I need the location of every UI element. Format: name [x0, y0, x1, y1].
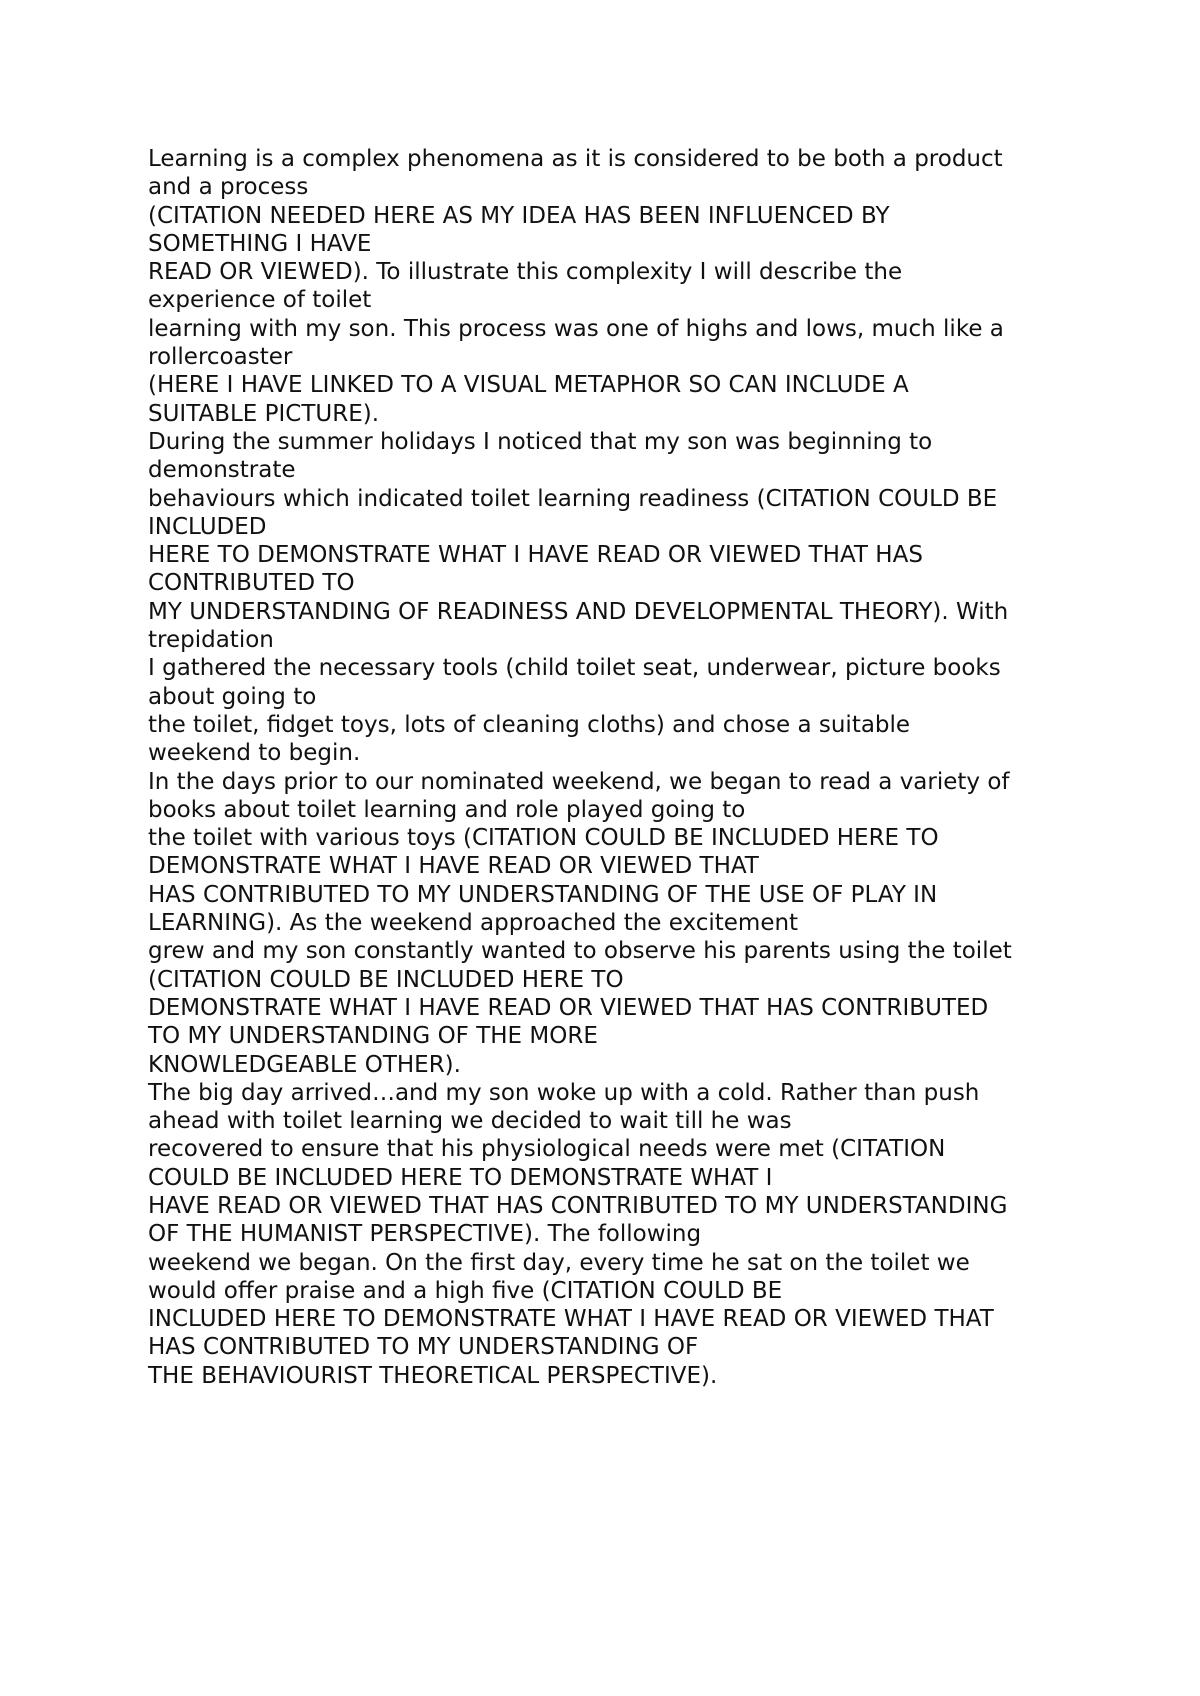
text-line: CONTRIBUTED TO: [148, 570, 355, 597]
text-line: ahead with toilet learning we decided to wait till he was: [148, 1108, 792, 1135]
text-line: HAS CONTRIBUTED TO MY UNDERSTANDING OF THE USE OF PLAY IN: [148, 881, 938, 908]
text-line: (CITATION NEEDED HERE AS MY IDEA HAS BEEN INFLUENCED BY: [148, 202, 890, 229]
text-line: The big day arrived…and my son woke up with a cold. Rather than push: [148, 1079, 980, 1106]
text-line: SOMETHING I HAVE: [148, 230, 372, 257]
text-line: READ OR VIEWED). To illustrate this complexity I will describe the: [148, 259, 903, 286]
text-line: I gathered the necessary tools (child toilet seat, underwear, picture books: [148, 655, 1001, 682]
text-line: and a process: [148, 174, 309, 201]
text-line: trepidation: [148, 627, 274, 654]
text-line: INCLUDED HERE TO DEMONSTRATE WHAT I HAVE READ OR VIEWED THAT: [148, 1306, 994, 1333]
text-line: experience of toilet: [148, 287, 372, 314]
text-line: (HERE I HAVE LINKED TO A VISUAL METAPHOR SO CAN INCLUDE A: [148, 372, 909, 399]
text-line: During the summer holidays I noticed that my son was beginning to: [148, 428, 933, 455]
text-line: would offer praise and a high five (CITATION COULD BE: [148, 1277, 783, 1304]
document-body-text: [148, 145, 1088, 1390]
text-line: learning with my son. This process was one of highs and lows, much like a: [148, 315, 1004, 342]
text-line: about going to: [148, 683, 317, 710]
text-line: MY UNDERSTANDING OF READINESS AND DEVELOPMENTAL THEORY). With: [148, 598, 1009, 625]
text-line: DEMONSTRATE WHAT I HAVE READ OR VIEWED THAT: [148, 853, 759, 880]
text-line: LEARNING). As the weekend approached the excitement: [148, 910, 799, 937]
text-line: OF THE HUMANIST PERSPECTIVE). The following: [148, 1221, 702, 1248]
text-line: KNOWLEDGEABLE OTHER).: [148, 1051, 461, 1078]
text-line: COULD BE INCLUDED HERE TO DEMONSTRATE WHAT I: [148, 1164, 773, 1191]
text-line: recovered to ensure that his physiological needs were met (CITATION: [148, 1136, 946, 1163]
text-line: SUITABLE PICTURE).: [148, 400, 380, 427]
text-line: DEMONSTRATE WHAT I HAVE READ OR VIEWED THAT HAS CONTRIBUTED: [148, 994, 989, 1021]
text-line: the toilet, fidget toys, lots of cleaning cloths) and chose a suitable: [148, 711, 911, 738]
text-line: In the days prior to our nominated weekend, we began to read a variety of: [148, 768, 1010, 795]
text-line: HERE TO DEMONSTRATE WHAT I HAVE READ OR VIEWED THAT HAS: [148, 542, 923, 569]
text-line: books about toilet learning and role played going to: [148, 796, 746, 823]
text-line: rollercoaster: [148, 344, 293, 371]
text-line: THE BEHAVIOURIST THEORETICAL PERSPECTIVE).: [148, 1362, 718, 1389]
text-line: Learning is a complex phenomena as it is considered to be both a product: [148, 146, 1003, 172]
text-line: grew and my son constantly wanted to observe his parents using the toilet: [148, 938, 1012, 965]
text-line: demonstrate: [148, 457, 296, 484]
text-line: weekend to begin.: [148, 740, 361, 767]
text-line: weekend we began. On the first day, every time he sat on the toilet we: [148, 1249, 970, 1276]
text-line: behaviours which indicated toilet learning readiness (CITATION COULD BE: [148, 485, 998, 512]
text-line: HAVE READ OR VIEWED THAT HAS CONTRIBUTED TO MY UNDERSTANDING: [148, 1192, 1008, 1219]
text-line: INCLUDED: [148, 513, 267, 540]
text-line: TO MY UNDERSTANDING OF THE MORE: [148, 1023, 598, 1050]
text-line: HAS CONTRIBUTED TO MY UNDERSTANDING OF: [148, 1334, 699, 1361]
text-line: (CITATION COULD BE INCLUDED HERE TO: [148, 966, 624, 993]
text-line: the toilet with various toys (CITATION COULD BE INCLUDED HERE TO: [148, 825, 939, 852]
